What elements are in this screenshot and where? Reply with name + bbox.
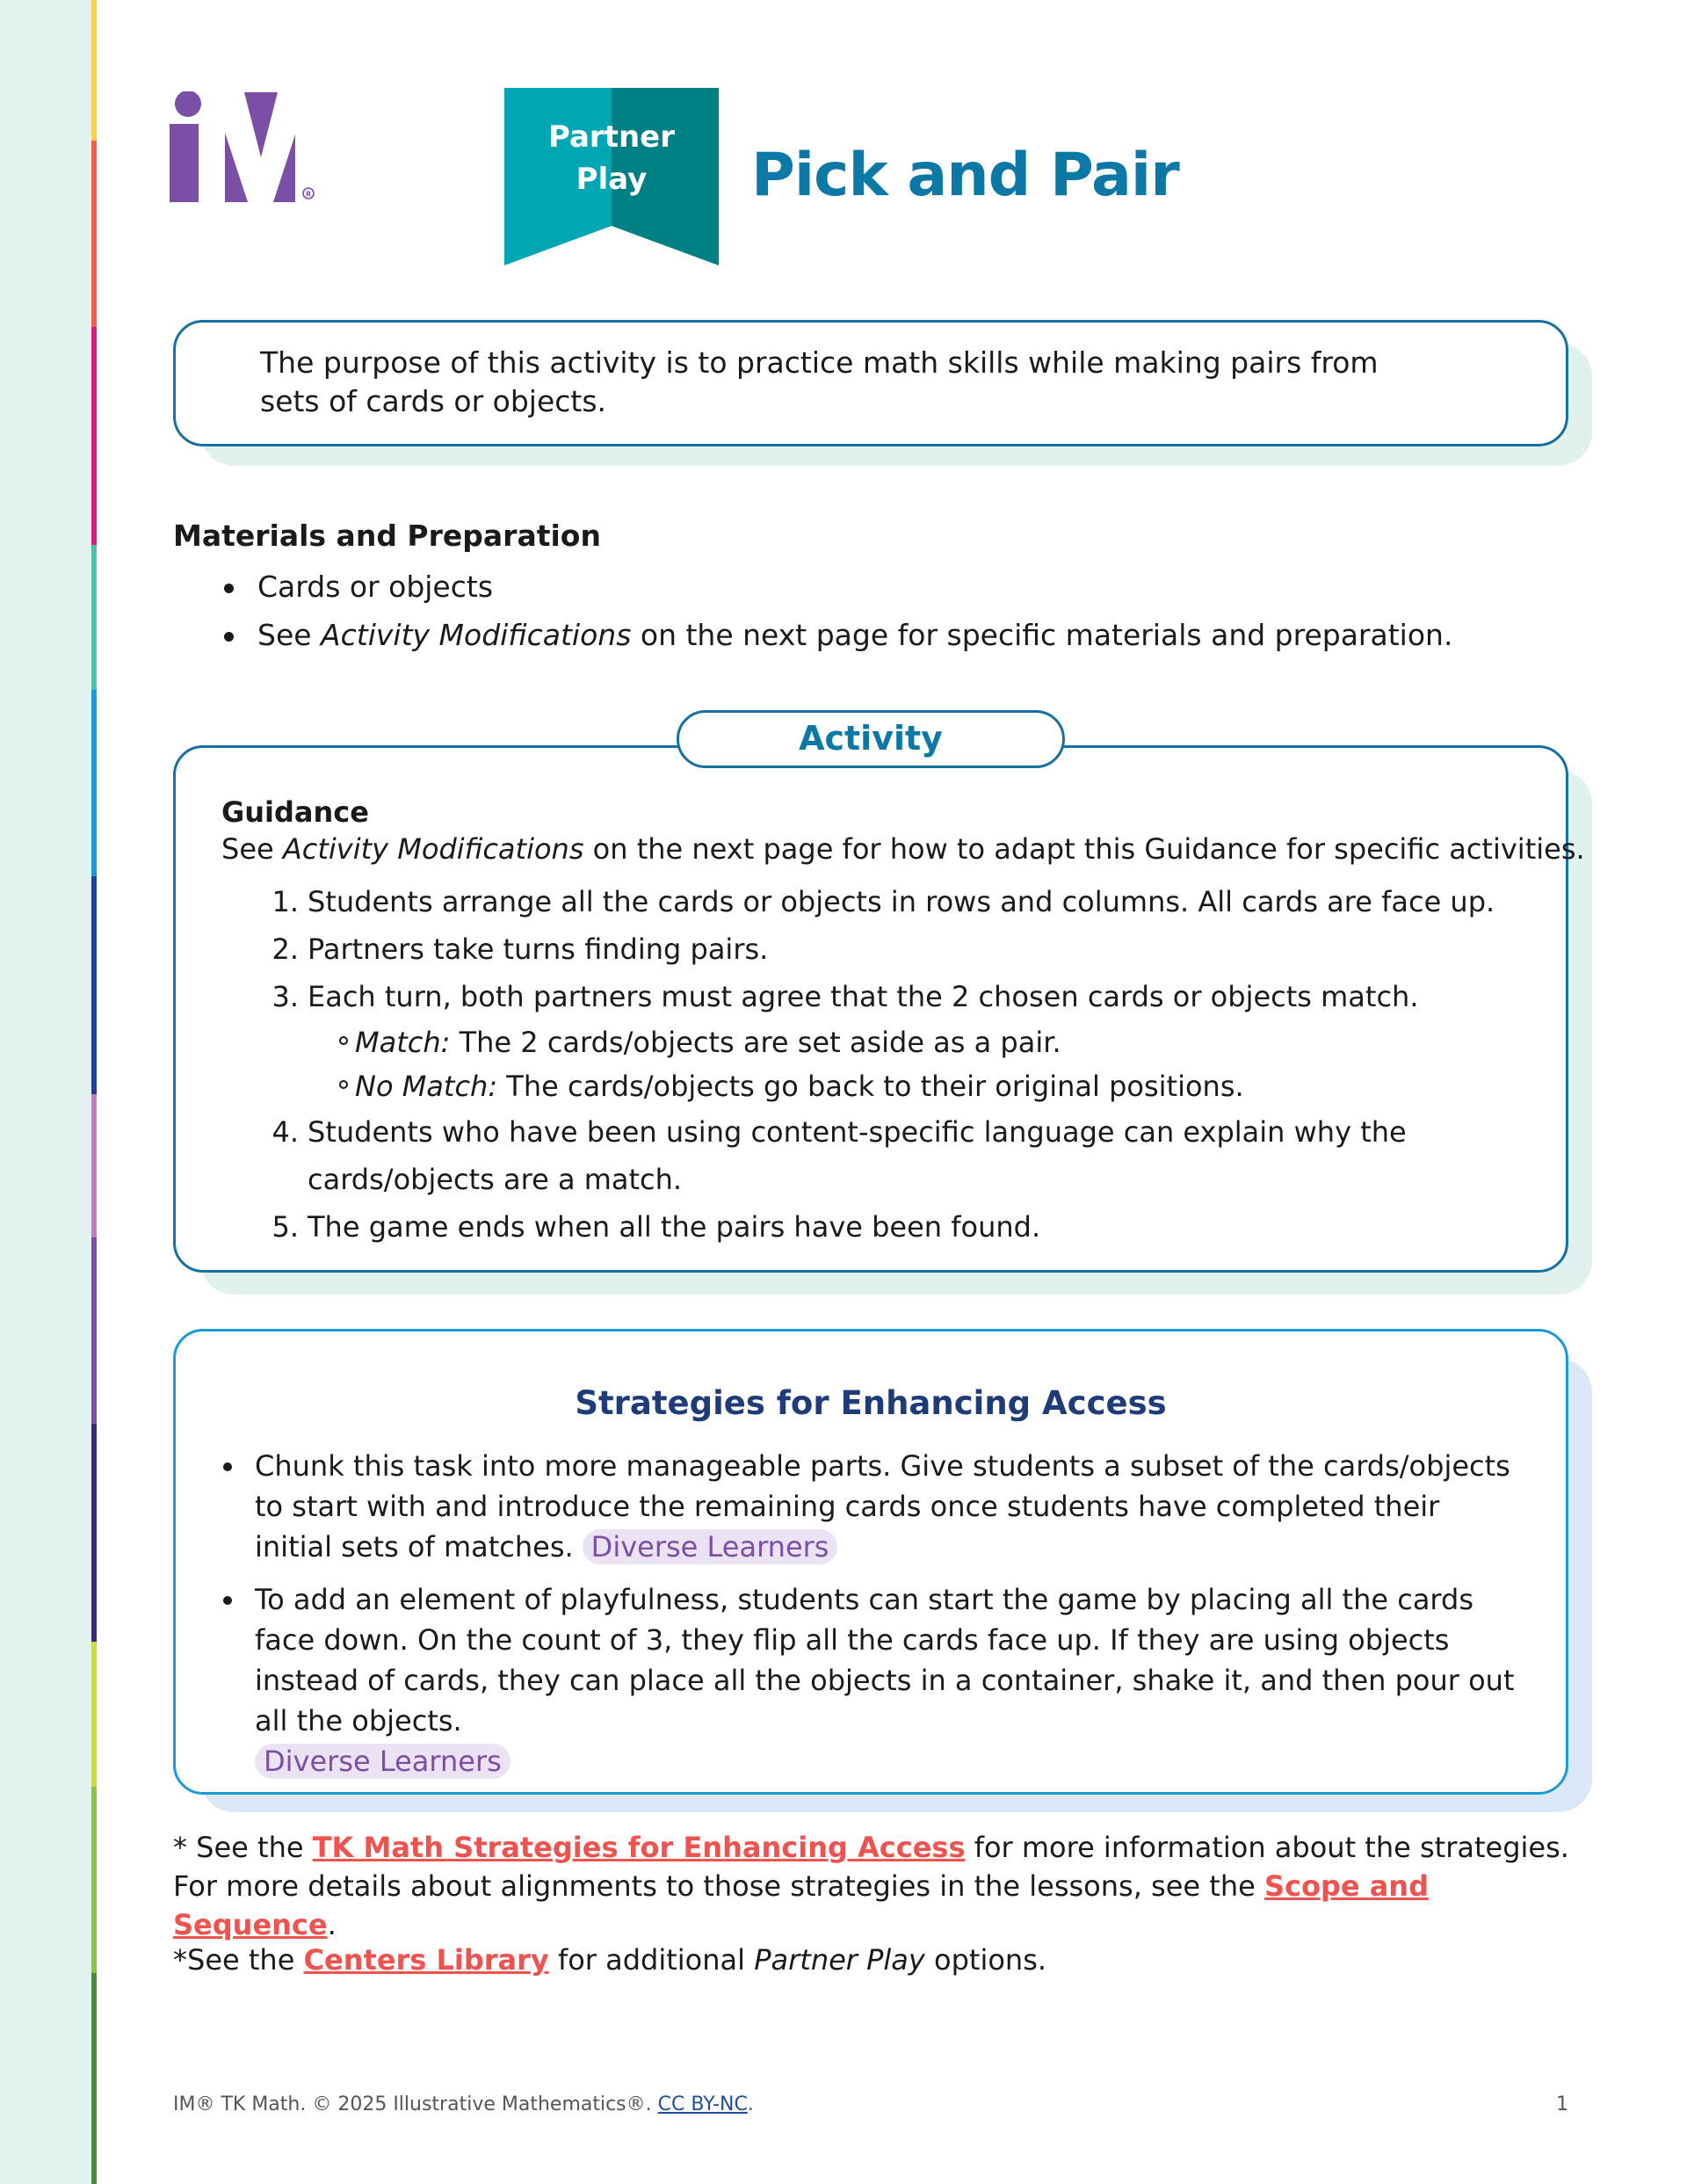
step-number: 2. [272, 932, 299, 966]
page-footer [173, 2093, 754, 2115]
substep-label: Match: [355, 1026, 451, 1059]
strategies-box [173, 1329, 1568, 1795]
intro-text: on the next page for how to adapt this Guidance for specific activities. [583, 832, 1585, 866]
diverse-learners-tag: Diverse Learners [583, 1529, 838, 1564]
materials-heading: Materials and Preparation [173, 519, 601, 553]
footnote-text: options. [924, 1943, 1047, 1977]
scope-and-sequence-link[interactable]: Scope and Sequence [173, 1869, 1429, 1941]
partner-play-ref: Partner Play [754, 1943, 925, 1977]
step-text: Students arrange all the cards or objects in rows and columns. All cards are face up. [308, 885, 1495, 918]
strategy-text: To add an element of playfulness, students can start the game by placing all the cards face down. On the count of 3, they flip all the cards face up. If they are using objects instead of cards, they can place all the objects in a container, shake it, and then pour out all the objects. [255, 1583, 1515, 1738]
materials-list [173, 562, 1452, 659]
hollow-bullet-icon [339, 1036, 348, 1045]
step-continuation: cards/objects are a match. [308, 1163, 683, 1196]
step-item [221, 973, 1495, 1020]
diverse-learners-tag: Diverse Learners [255, 1744, 510, 1779]
strategies-list [220, 1446, 1520, 1794]
tk-math-strategies-link[interactable]: TK Math Strategies for Enhancing Access [312, 1831, 966, 1864]
strategy-text: Chunk this task into more manageable parts. Give students a subset of the cards/objects to start with and introduce the remaining cards once students have completed their initial sets of matches. [255, 1449, 1510, 1564]
materials-item-text: Cards or objects [257, 570, 494, 604]
step-text: The game ends when all the pairs have been found. [308, 1210, 1041, 1244]
guidance-heading: Guidance [221, 795, 369, 829]
page-title: Pick and Pair [751, 141, 1179, 210]
materials-item-text: See [257, 618, 322, 652]
license-link[interactable]: CC BY-NC [657, 2093, 748, 2115]
substep-label: No Match: [355, 1070, 498, 1103]
materials-item [173, 611, 1452, 659]
strategies-title: Strategies for Enhancing Access [575, 1384, 1167, 1422]
step-text: Each turn, both partners must agree that the 2 chosen cards or objects match. [308, 980, 1419, 1013]
svg-text:R: R [306, 190, 312, 199]
materials-item-text: on the next page for specific materials and preparation. [631, 618, 1453, 652]
step-item [221, 1108, 1495, 1156]
strategies-footnote [173, 1828, 1579, 1944]
activity-modifications-ref: Activity Modifications [321, 618, 632, 652]
step-text: Partners take turns finding pairs. [308, 932, 769, 966]
activity-section-label: Activity [677, 710, 1065, 768]
banner-line-2: Play [576, 162, 648, 197]
step-item [221, 1203, 1495, 1251]
footnote-text: *See the [173, 1943, 304, 1977]
step-number: 4. [272, 1115, 299, 1149]
strategy-item [220, 1446, 1520, 1567]
substep-item [221, 1020, 1495, 1064]
step-text: Students who have been using content-specific language can explain why the [308, 1115, 1407, 1149]
activity-box [173, 745, 1585, 1273]
footer-text: . [747, 2093, 754, 2115]
footnote-text: * See the [173, 1831, 313, 1864]
step-item [221, 925, 1495, 973]
color-stripe [91, 0, 97, 2184]
activity-modifications-ref: Activity Modifications [282, 832, 584, 866]
substep-item [221, 1064, 1495, 1108]
hollow-bullet-icon [339, 1080, 348, 1089]
page-number: 1 [1556, 2093, 1568, 2115]
left-margin-panel [0, 0, 91, 2184]
centers-footnote [173, 1941, 1579, 1979]
guidance-intro [221, 832, 1585, 866]
intro-text: See [221, 832, 283, 866]
step-number: 3. [272, 980, 299, 1013]
centers-library-link[interactable]: Centers Library [303, 1943, 549, 1977]
step-item [221, 878, 1495, 925]
step-number: 5. [272, 1210, 299, 1244]
strategy-item [220, 1579, 1520, 1781]
substep-text: The cards/objects go back to their original positions. [497, 1070, 1244, 1103]
footnote-text: for additional [548, 1943, 755, 1977]
copyright-text: IM® TK Math. © 2025 Illustrative Mathematics®. [173, 2093, 658, 2115]
purpose-box [173, 320, 1568, 446]
substep-text: The 2 cards/objects are set aside as a pair. [450, 1026, 1061, 1059]
materials-item [173, 562, 1452, 611]
footnote-text: for more information about the strategies. For more details about alignments to those strategies in the lessons, see the [173, 1831, 1569, 1903]
footnote-text: . [327, 1908, 337, 1941]
banner-label [504, 116, 719, 200]
im-logo-icon [170, 91, 319, 202]
banner-line-1: Partner [547, 120, 675, 155]
purpose-text: The purpose of this activity is to practice math skills while making pairs from sets of cards or objects. [260, 345, 1379, 418]
step-number: 1. [272, 885, 299, 918]
steps-list [221, 878, 1495, 1251]
